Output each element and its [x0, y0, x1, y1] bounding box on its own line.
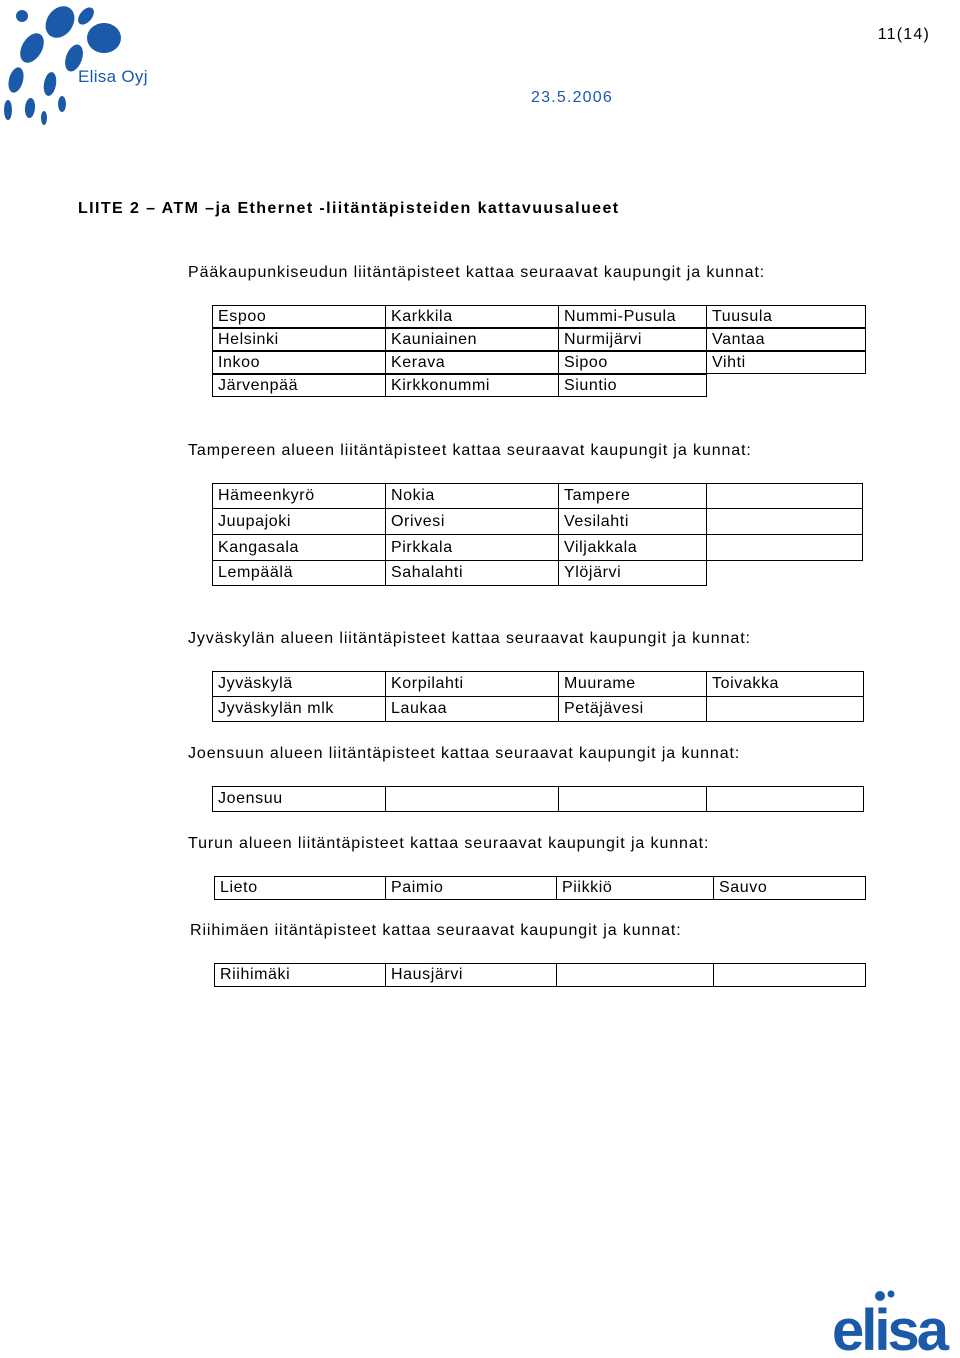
table-cell: Laukaa: [385, 696, 559, 722]
table-cell: Viljakkala: [558, 534, 707, 561]
table-cell: Nurmijärvi: [558, 328, 707, 351]
table-cell: Tuusula: [706, 305, 866, 328]
table-cell: [556, 963, 714, 987]
table-cell: Inkoo: [212, 351, 386, 374]
table-cell: Lieto: [214, 876, 386, 900]
table-cell: Korpilahti: [385, 671, 559, 697]
section-heading-turku: Turun alueen liitäntäpisteet kattaa seuraavat kaupungit ja kunnat:: [188, 835, 710, 852]
section-heading-tampere: Tampereen alueen liitäntäpisteet kattaa seuraavat kaupungit ja kunnat:: [188, 442, 752, 459]
table-cell: Hämeenkyrö: [212, 483, 386, 509]
table-cell: [706, 483, 863, 509]
table-cell: Nokia: [385, 483, 559, 509]
table-cell: Jyväskylän mlk: [212, 696, 386, 722]
section-heading-capital-region: Pääkaupunkiseudun liitäntäpisteet kattaa seuraavat kaupungit ja kunnat:: [188, 264, 766, 281]
table-cell: Vesilahti: [558, 508, 707, 535]
table-cell: Tampere: [558, 483, 707, 509]
table-cell: Nummi-Pusula: [558, 305, 707, 328]
table-cell: Riihimäki: [214, 963, 386, 987]
table-cell: Kauniainen: [385, 328, 559, 351]
table-cell: Kirkkonummi: [385, 374, 559, 397]
table-cell: Toivakka: [706, 671, 864, 697]
document-title: LIITE 2 – ATM –ja Ethernet -liitäntäpisteiden kattavuusalueet: [78, 200, 620, 217]
table-cell: Juupajoki: [212, 508, 386, 535]
elisa-logo-text: elisa: [832, 1298, 946, 1354]
company-name: Elisa Oyj: [78, 67, 148, 86]
table-cell: Järvenpää: [212, 374, 386, 397]
table-cell: Siuntio: [558, 374, 707, 397]
table-cell: Karkkila: [385, 305, 559, 328]
table-cell: Espoo: [212, 305, 386, 328]
table-cell: Sahalahti: [385, 560, 559, 586]
table-cell: Petäjävesi: [558, 696, 707, 722]
section-heading-riihimaki: Riihimäen iitäntäpisteet kattaa seuraavat kaupungit ja kunnat:: [190, 922, 682, 939]
table-cell: Sipoo: [558, 351, 707, 374]
table-cell: [706, 534, 863, 561]
table-cell: [706, 696, 864, 722]
table-cell: [713, 963, 866, 987]
table-cell: [558, 786, 707, 812]
document-date: 23.5.2006: [531, 89, 613, 106]
table-cell: Jyväskylä: [212, 671, 386, 697]
table-cell: Vihti: [706, 351, 866, 374]
page-number: 11(14): [877, 26, 930, 43]
table-cell: [385, 786, 559, 812]
table-cell: Muurame: [558, 671, 707, 697]
section-heading-jyvaskyla: Jyväskylän alueen liitäntäpisteet kattaa seuraavat kaupungit ja kunnat:: [188, 630, 751, 647]
table-cell: Lempäälä: [212, 560, 386, 586]
table-cell: Joensuu: [212, 786, 386, 812]
table-cell: Kerava: [385, 351, 559, 374]
table-cell: Sauvo: [713, 876, 866, 900]
table-cell: [706, 508, 863, 535]
table-cell: Ylöjärvi: [558, 560, 707, 586]
elisa-logo-icon: [832, 1290, 956, 1354]
section-heading-joensuu: Joensuun alueen liitäntäpisteet kattaa seuraavat kaupungit ja kunnat:: [188, 745, 741, 762]
table-cell: Helsinki: [212, 328, 386, 351]
table-cell: Paimio: [385, 876, 557, 900]
table-cell: Piikkiö: [556, 876, 714, 900]
table-cell: Orivesi: [385, 508, 559, 535]
table-cell: Kangasala: [212, 534, 386, 561]
table-cell: [706, 786, 864, 812]
table-cell: Pirkkala: [385, 534, 559, 561]
elisa-dots-logo-icon: [0, 0, 130, 130]
table-cell: Hausjärvi: [385, 963, 557, 987]
table-cell: Vantaa: [706, 328, 866, 351]
